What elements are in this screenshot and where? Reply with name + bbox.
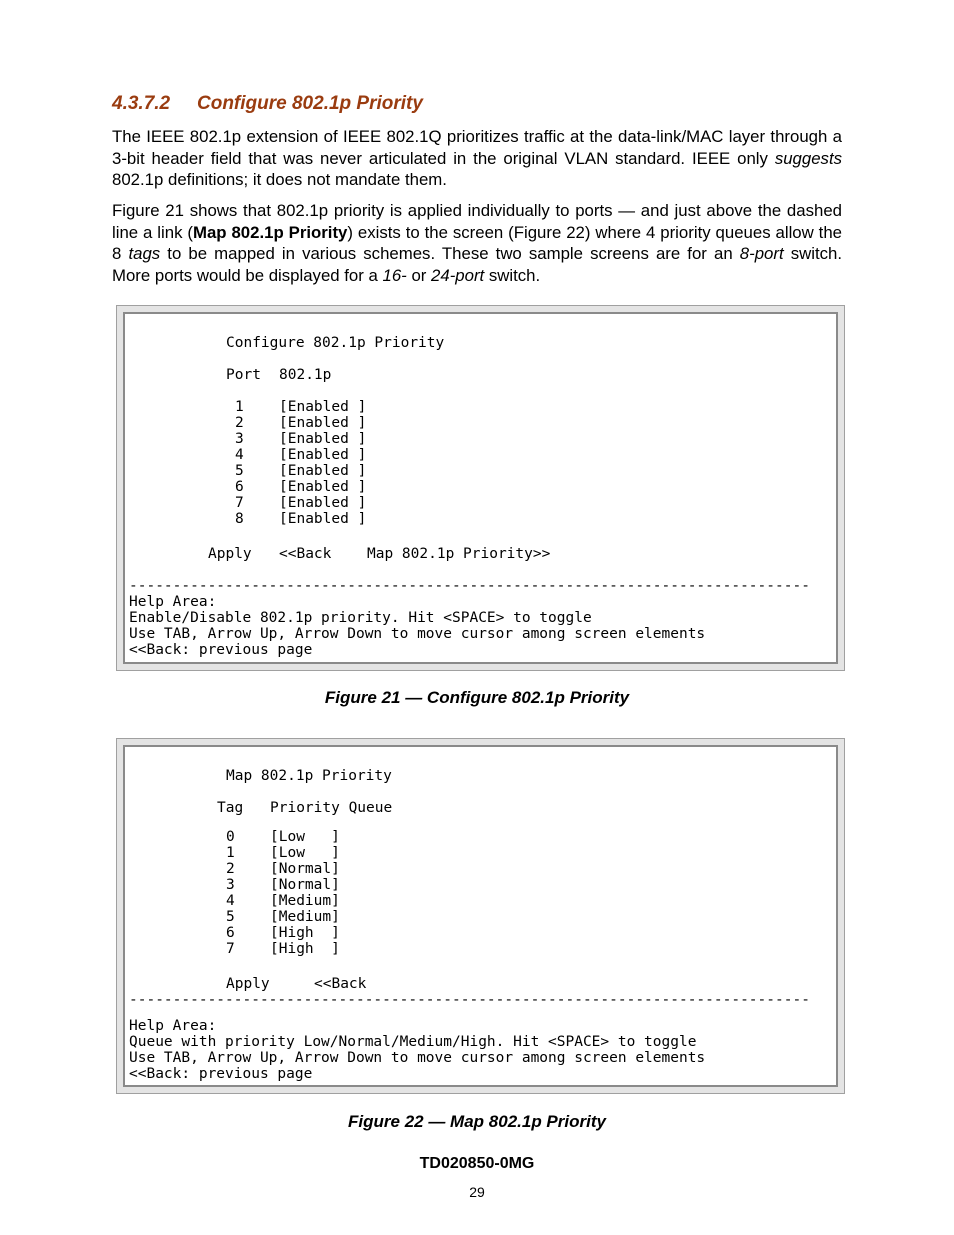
figure21-caption: Figure 21 — Configure 802.1p Priority [324, 688, 630, 707]
queue-selector[interactable]: [Normal] [270, 861, 340, 877]
map-priority-link[interactable]: Map 802.1p Priority>> [367, 546, 551, 562]
queue-selector[interactable]: [Normal] [270, 877, 340, 893]
column-header-8021p: 802.1p [279, 367, 332, 383]
section-number: 4.3.7.2 [112, 93, 171, 114]
paragraph-text: 802.1p definitions; it does not mandate them. [112, 170, 447, 189]
queue-selector[interactable]: [Medium] [270, 909, 340, 925]
paragraph-text: The IEEE 802.1p extension of IEEE 802.1Q prioritizes traffic at the data-link/MAC layer through a 3-bit header field that was never articulated in the original VLAN standard. IEEE only [112, 127, 842, 168]
queue-selector[interactable]: [Medium] [270, 893, 340, 909]
help-line: Enable/Disable 802.1p priority. Hit <SPACE> to toggle [129, 610, 592, 626]
figure-description-paragraph [112, 200, 842, 286]
tag-number: 0 [226, 829, 235, 845]
port-number: 5 [235, 463, 244, 479]
help-line: Queue with priority Low/Normal/Medium/High. Hit <SPACE> to toggle [129, 1034, 697, 1050]
queue-selector[interactable]: [Low ] [270, 829, 340, 845]
paragraph-emphasis: 16- [382, 265, 407, 285]
column-header-tag: Tag [217, 800, 244, 816]
help-line: Use TAB, Arrow Up, Arrow Down to move cursor among screen elements [129, 1050, 706, 1066]
help-line: Use TAB, Arrow Up, Arrow Down to move cursor among screen elements [129, 626, 706, 642]
priority-toggle[interactable]: [Enabled ] [279, 415, 367, 431]
figure21-screenshot [116, 305, 845, 671]
paragraph-emphasis: suggests [774, 148, 842, 168]
column-header-port: Port [226, 367, 261, 383]
help-line: <<Back: previous page [129, 642, 313, 658]
figure22-caption: Figure 22 — Map 802.1p Priority [348, 1112, 606, 1131]
priority-toggle[interactable]: [Enabled ] [279, 447, 367, 463]
priority-toggle[interactable]: [Enabled ] [279, 463, 367, 479]
terminal-screen [123, 745, 838, 1087]
paragraph-text: ) exists to the screen (Figure 22) where 4 priority queues allow the 8 [112, 222, 842, 263]
column-header-priority-queue: Priority Queue [270, 800, 393, 816]
paragraph-text: switch. More ports would be displayed for a [112, 244, 843, 285]
port-number: 3 [235, 431, 244, 447]
port-number: 6 [235, 479, 244, 495]
paragraph-text: switch. [484, 265, 541, 285]
document-id: TD020850-0MG [419, 1155, 535, 1172]
tag-number: 1 [226, 845, 235, 861]
queue-selector[interactable]: [High ] [270, 925, 340, 941]
queue-selector[interactable]: [Low ] [270, 845, 340, 861]
paragraph-emphasis: tags [128, 244, 161, 263]
paragraph-text: Figure 21 shows that 802.1p priority is applied individually to ports — and just above the dashed line a link ( [112, 201, 842, 242]
priority-toggle[interactable]: [Enabled ] [279, 511, 367, 527]
section-title: Configure 802.1p Priority [197, 93, 423, 114]
paragraph-text: or [406, 265, 432, 285]
tag-number: 6 [226, 925, 235, 941]
paragraph-emphasis: 8-port [739, 244, 784, 263]
screen-title: Map 802.1p Priority [226, 768, 392, 784]
queue-selector[interactable]: [High ] [270, 941, 340, 957]
paragraph-emphasis: 24-port [431, 265, 485, 285]
port-number: 1 [235, 399, 244, 415]
paragraph-text: to be mapped in various schemes. These two sample screens are for an [160, 244, 740, 263]
tag-number: 4 [226, 893, 235, 909]
section-heading [112, 93, 423, 115]
help-line: <<Back: previous page [129, 1066, 313, 1082]
tag-number: 7 [226, 941, 235, 957]
figure22-screenshot [116, 738, 845, 1094]
tag-number: 5 [226, 909, 235, 925]
dashed-divider: ------------------------------------------------------------------------------ [129, 578, 810, 594]
dashed-divider: ------------------------------------------------------------------------------ [129, 992, 810, 1008]
paragraph-bold-link-name: Map 802.1p Priority [192, 222, 348, 242]
port-number: 4 [235, 447, 244, 463]
tag-number: 3 [226, 877, 235, 893]
help-area-title: Help Area: [129, 1018, 217, 1034]
port-number: 2 [235, 415, 244, 431]
priority-toggle[interactable]: [Enabled ] [279, 431, 367, 447]
priority-toggle[interactable]: [Enabled ] [279, 495, 367, 511]
back-button[interactable]: <<Back [279, 546, 332, 562]
apply-button[interactable]: Apply [208, 546, 252, 562]
terminal-screen [123, 312, 838, 664]
port-number: 8 [235, 511, 244, 527]
port-number: 7 [235, 495, 244, 511]
page-number: 29 [469, 1184, 485, 1200]
help-area-title: Help Area: [129, 594, 217, 610]
priority-toggle[interactable]: [Enabled ] [279, 479, 367, 495]
intro-paragraph [112, 126, 842, 191]
screen-title: Configure 802.1p Priority [226, 335, 445, 351]
tag-number: 2 [226, 861, 235, 877]
priority-toggle[interactable]: [Enabled ] [279, 399, 367, 415]
apply-button[interactable]: Apply [226, 976, 270, 992]
back-button[interactable]: <<Back [314, 976, 367, 992]
